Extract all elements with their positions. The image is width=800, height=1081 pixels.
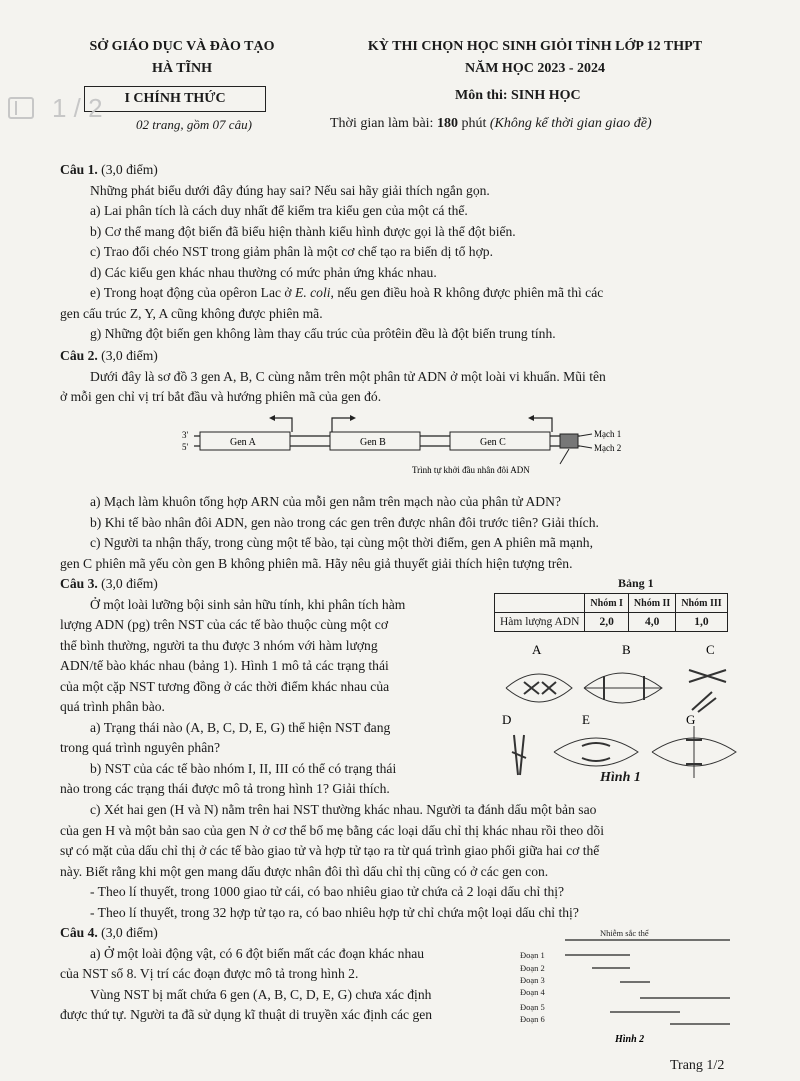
segment-6-label: Đoạn 6 (520, 1014, 545, 1024)
question-2: Câu 2. (3,0 điểm) Dưới đây là sơ đồ 3 gen A, B, C cùng nằm trên một phân tử ADN ở một loài vi khuẩn. Mũi tên ở mỗi gen chỉ vị trí bắt đầu và hướng phiên mã của gen đó. (60, 348, 606, 404)
fig-label-a: A (532, 642, 542, 657)
origin-box (560, 434, 578, 448)
arrow-gene-b (332, 418, 350, 432)
gene-b-label: Gen B (360, 437, 386, 448)
page-info: 02 trang, gồm 07 câu) (136, 117, 252, 132)
fig-label-g: G (686, 712, 696, 727)
table-row-label: Hàm lượng ADN (495, 613, 585, 632)
exam-year: NĂM HỌC 2023 - 2024 (465, 61, 605, 76)
origin-label: Trình tự khởi đầu nhân đôi ADN (412, 465, 530, 475)
strand-2-label: Mạch 2 (594, 443, 622, 453)
end-3-label: 3' (182, 430, 189, 440)
exam-title: KỲ THI CHỌN HỌC SINH GIỎI TỈNH LỚP 12 THPT (367, 39, 703, 54)
state-c (689, 670, 726, 712)
header-left (62, 36, 302, 80)
arrow-gene-a (275, 418, 292, 432)
sidebar-toggle-icon[interactable] (8, 97, 34, 119)
figure-1-caption: Hình 1 (600, 770, 641, 785)
segment-3-label: Đoạn 3 (520, 975, 545, 985)
segment-2-label: Đoạn 2 (520, 963, 545, 973)
question-3-continued: c) Xét hai gen (H và N) nằm trên hai NST thường khác nhau. Người ta đánh dấu một bản sao của gen H và một bản sao của gen N ở cơ thể bố mẹ bằng các loại dấu chỉ thị khác nhau rồi theo dõi sự có mặt của dấu chỉ thị ở các tế bào giao tử và hợp tử tạo ra từ quá trình giao phối giữa hai cơ thể này. Biết rằng khi một gen mang dấu được nhân đôi thì dấu chỉ thị cũng có ở các gen con. - Theo lí thuyết, trong 1000 giao tử cái, có bao nhiêu giao tử chứa cả 2 loại dấu chỉ thị? - Theo lí thuyết, trong 32 hợp tử tạo ra, có bao nhiêu hợp tử chỉ chứa một loại dấu chỉ thị? (60, 802, 604, 920)
figure-1-chromosomes (494, 640, 739, 790)
question-3: Câu 3. (3,0 điểm) Ở một loài lưỡng bội sinh sản hữu tính, khi phân tích hàm lượng ADN (pg) trên NST của các tế bào thuộc cùng một cơ thể bình thường, người ta thu được 3 nhóm với hàm lượng ADN/tế bào khác nhau (bảng 1). Hình 1 mô tả các trạng thái của một cặp NST tương đồng ở các thời điểm khác nhau của quá trình phân bào. a) Trạng thái nào (A, B, C, D, E, G) thể hiện NST đang trong quá trình nguyên phân? b) NST của các tế bào nhóm I, II, III có thể có trạng thái nào trong các trạng thái được mô tả trong hình 1? Giải thích. (60, 576, 406, 796)
figure-2-caption: Hình 2 (615, 1034, 645, 1045)
state-e (554, 738, 638, 766)
table-cell: 2,0 (585, 613, 629, 632)
state-g (652, 726, 736, 778)
question-4: Câu 4. (3,0 điểm) a) Ở một loài động vật, có 6 đột biến mất các đoạn khác nhau của NST số 8. Vị trí các đoạn được mô tả trong hình 2. Vùng NST bị mất chứa 6 gen (A, B, C, D, E, G) chưa xác định được thứ tự. Người ta đã sử dụng kĩ thuật di truyền xác định các gen (60, 925, 433, 1022)
page-counter: 1 / 2 (52, 92, 103, 123)
exam-time: Thời gian làm bài: 180 phút (Không kể thời gian giao đề) (330, 116, 652, 131)
gene-a-label: Gen A (230, 437, 256, 448)
table-header-group-3: Nhóm III (676, 594, 727, 613)
figure-2-deletions (520, 926, 735, 1046)
segment-4-label: Đoạn 4 (520, 987, 545, 997)
fig-label-c: C (706, 642, 715, 657)
table-cell: 4,0 (628, 613, 675, 632)
strand-1-label: Mạch 1 (594, 429, 622, 439)
segment-1-label: Đoạn 1 (520, 950, 545, 960)
fig-label-d: D (502, 712, 512, 727)
table-header-group-2: Nhóm II (628, 594, 675, 613)
fig-label-e: E (582, 712, 590, 727)
segment-5-label: Đoạn 5 (520, 1002, 545, 1012)
page-counter-overlay[interactable] (0, 90, 140, 126)
gene-diagram (180, 412, 650, 492)
table-header-blank (495, 594, 585, 613)
table-cell: 1,0 (676, 613, 727, 632)
state-a (506, 674, 572, 702)
province-name: HÀ TĨNH (151, 61, 213, 76)
arrow-gene-c (534, 418, 552, 432)
fig-label-b: B (622, 642, 631, 657)
table-1 (494, 593, 728, 632)
state-d (512, 735, 526, 775)
table-header-group-1: Nhóm I (585, 594, 629, 613)
dept-name: SỞ GIÁO DỤC VÀ ĐÀO TẠO (89, 39, 275, 54)
end-5-label: 5' (182, 442, 189, 452)
fig2-header: Nhiễm sắc thể (600, 928, 649, 938)
question-2-parts: a) Mạch làm khuôn tổng hợp ARN của mỗi gen nằm trên mạch nào của phân tử ADN? b) Khi tế bào nhân đôi ADN, gen nào trong các gen trên được nhân đôi trước tiên? Giải thích. c) Người ta nhận thấy, trong cùng một tế bào, tại cùng một thời điểm, gen A phiên mã mạnh, gen C phiên mã yếu còn gen B không phiên mã. Hãy nêu giả thuyết giải thích hiện tượng trên. (60, 494, 599, 571)
header-right (325, 36, 745, 80)
exam-subject: Môn thi: SINH HỌC (455, 88, 581, 103)
question-1: Câu 1. (3,0 điểm) Những phát biểu dưới đây đúng hay sai? Nếu sai hãy giải thích ngắn gọn. a) Lai phân tích là cách duy nhất để kiểm tra kiểu gen của một cá thể. b) Cơ thể mang đột biến đã biểu hiện thành kiểu hình được gọi là thể đột biến. c) Trao đổi chéo NST trong giảm phân là một cơ chế tạo ra biến dị tổ hợp. d) Các kiểu gen khác nhau thường có mức phản ứng khác nhau. e) Trong hoạt động của opêron Lac ở E. coli, nếu gen điều hoà R không được phiên mã thì các gen cấu trúc Z, Y, A cũng không được phiên mã. g) Những đột biến gen không làm thay cấu trúc của prôtêin đều là đột biến trung tính. (60, 162, 604, 341)
table-1-title: Bảng 1 (618, 576, 654, 590)
page-footer: Trang 1/2 (670, 1058, 725, 1073)
official-label: I CHÍNH THỨC (84, 86, 266, 112)
state-b (584, 673, 662, 703)
gene-c-label: Gen C (480, 437, 506, 448)
